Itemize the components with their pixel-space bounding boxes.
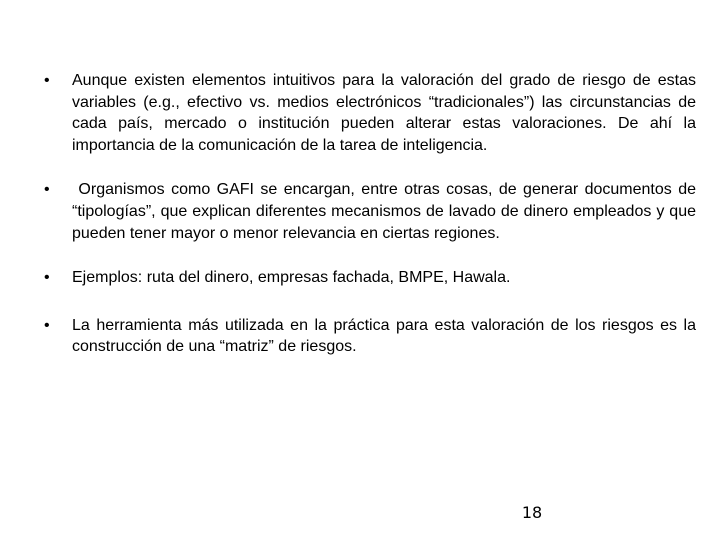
page-number: 18 [521, 503, 543, 522]
bullet-icon: • [44, 181, 50, 199]
bullet-item-examples [44, 267, 696, 289]
bullet-icon: • [44, 269, 50, 287]
bullet-text: La herramienta más utilizada en la práctica para esta valoración de los riesgos es la construcción de una “matriz” de riesgos. [72, 316, 696, 356]
bullet-text: Ejemplos: ruta del dinero, empresas fachada, BMPE, Hawala. [72, 269, 511, 287]
bullet-icon: • [44, 72, 50, 89]
bullet-text: Aunque existen elementos intuitivos para la valoración del grado de riesgo de estas variables (e.g., efectivo vs. medios electrónicos “tradicionales”) las circunstancias de cada país, mercado o institución pueden alterar estas valoraciones. De ahí la importancia de la comunicación de la tarea de inteligencia. [72, 72, 696, 154]
bullet-item-gafi [44, 179, 701, 244]
bullet-list [44, 70, 701, 381]
bullet-text: Organismos como GAFI se encargan, entre otras cosas, de generar documentos de “tipologías”, que explican diferentes mecanismos de lavado de dinero empleados y que pueden tener mayor o menor relevancia en ciertas regiones. [72, 181, 701, 242]
bullet-item-intuitive-elements [44, 70, 696, 156]
bullet-item-risk-matrix [44, 315, 696, 358]
bullet-icon: • [44, 316, 50, 334]
